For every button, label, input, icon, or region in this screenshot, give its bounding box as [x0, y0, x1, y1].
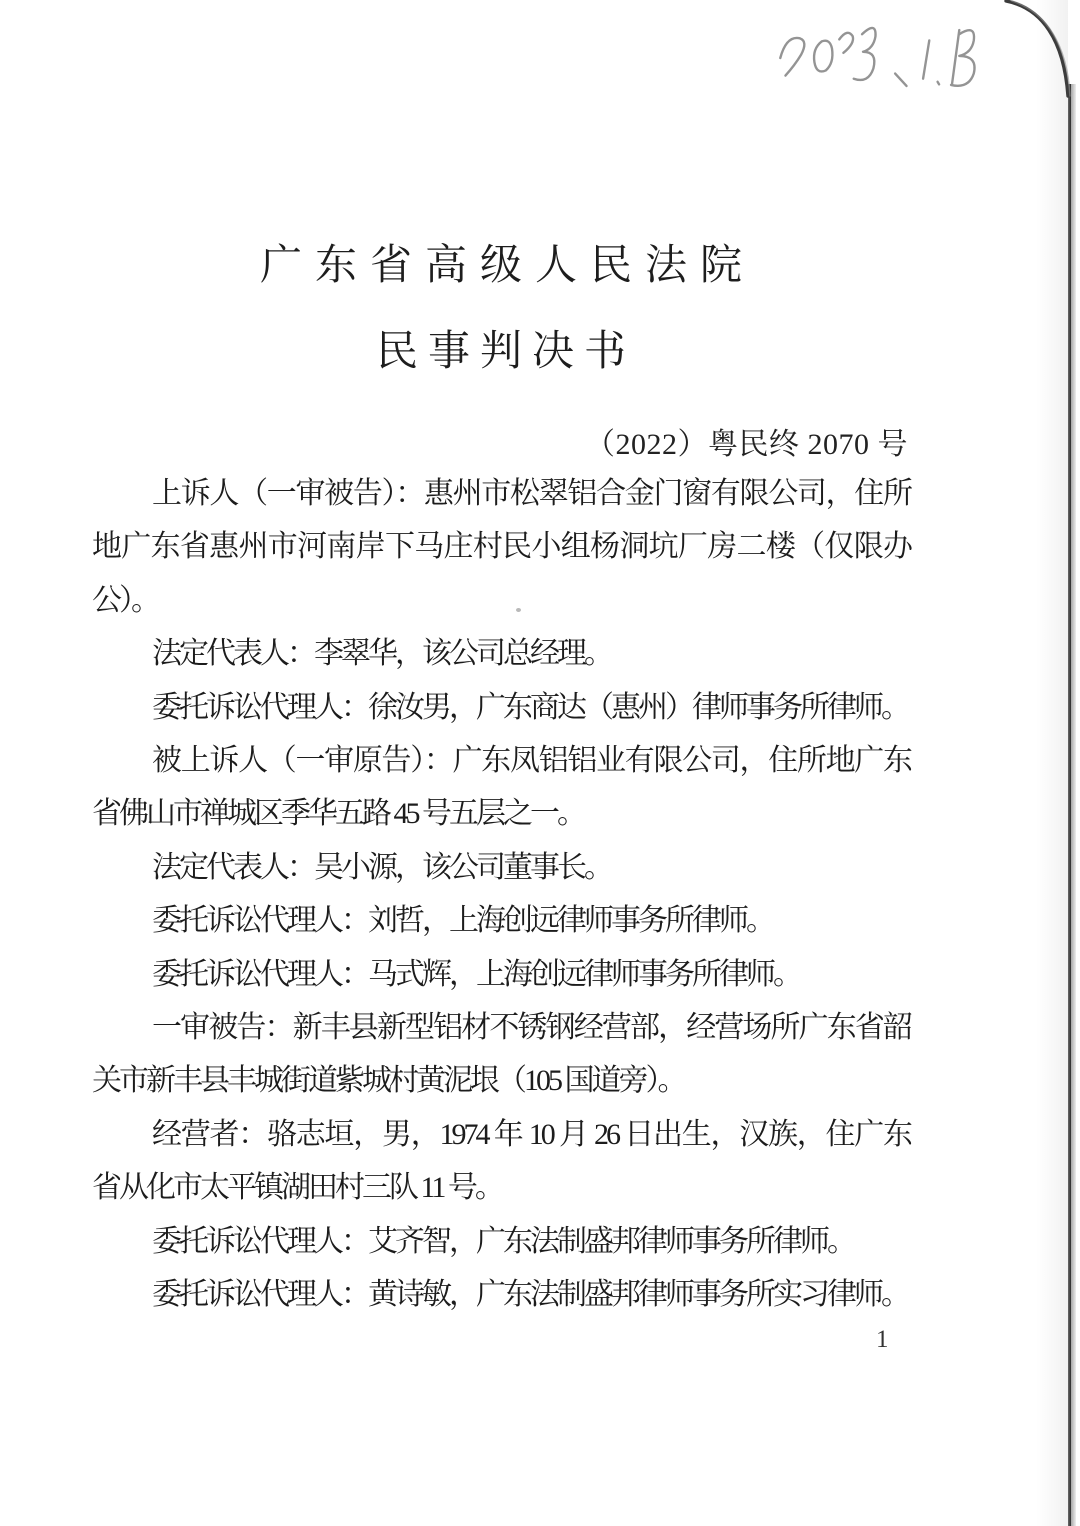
- text-line: 委托诉讼代理人：黄诗敏，广东法制盛邦律师事务所实习律师。: [152, 1278, 908, 1312]
- text-line: 公）。: [92, 583, 158, 617]
- page-edge-shadow-soft: [1071, 84, 1076, 1526]
- case-number: （2022）粤民终 2070 号: [585, 428, 908, 461]
- text-line: 被上诉人（一审原告）：广东凤铝铝业有限公司，住所地广东: [152, 744, 910, 778]
- page-edge-shading: [1036, 0, 1068, 1526]
- text-line: 委托诉讼代理人：艾齐智，广东法制盛邦律师事务所律师。: [152, 1224, 854, 1258]
- text-line: 省佛山市禅城区季华五路 45 号五层之一。: [92, 797, 584, 831]
- text-line: 地广东省惠州市河南岸下马庄村民小组杨洞坑厂房二楼（仅限办: [92, 530, 910, 564]
- document-type-title: 民事判决书: [375, 329, 636, 375]
- text-line: 一审被告：新丰县新型铝材不锈钢经营部，经营场所广东省韶: [152, 1011, 910, 1045]
- document-content: [92, 0, 910, 1526]
- text-line: 上诉人（一审被告）：惠州市松翠铝合金门窗有限公司，住所: [152, 477, 910, 510]
- page-corner-curl-icon: [998, 0, 1078, 98]
- body-paragraphs: [92, 467, 910, 1322]
- text-line: 省从化市太平镇湖田村三队 11 号。: [92, 1171, 502, 1205]
- text-line: 关市新丰县丰城街道紫城村黄泥垠（105 国道旁）。: [92, 1064, 685, 1098]
- text-line: 委托诉讼代理人：刘哲，上海创远律师事务所律师。: [152, 904, 773, 938]
- text-line: 委托诉讼代理人：徐汝男，广东商达（惠州）律师事务所律师。: [152, 690, 908, 724]
- text-line: 经营者：骆志垣，男，1974 年 10 月 26 日出生，汉族，住广东: [152, 1117, 910, 1151]
- scan-speck: [516, 608, 521, 612]
- text-line: 法定代表人：李翠华，该公司总经理。: [152, 637, 611, 671]
- text-line: 法定代表人：吴小源，该公司董事长。: [152, 850, 611, 884]
- court-name-title: 广东省高级人民法院: [259, 243, 755, 289]
- text-line: 委托诉讼代理人：马式辉，上海创远律师事务所律师。: [152, 957, 800, 991]
- page-number: 1: [876, 1326, 889, 1353]
